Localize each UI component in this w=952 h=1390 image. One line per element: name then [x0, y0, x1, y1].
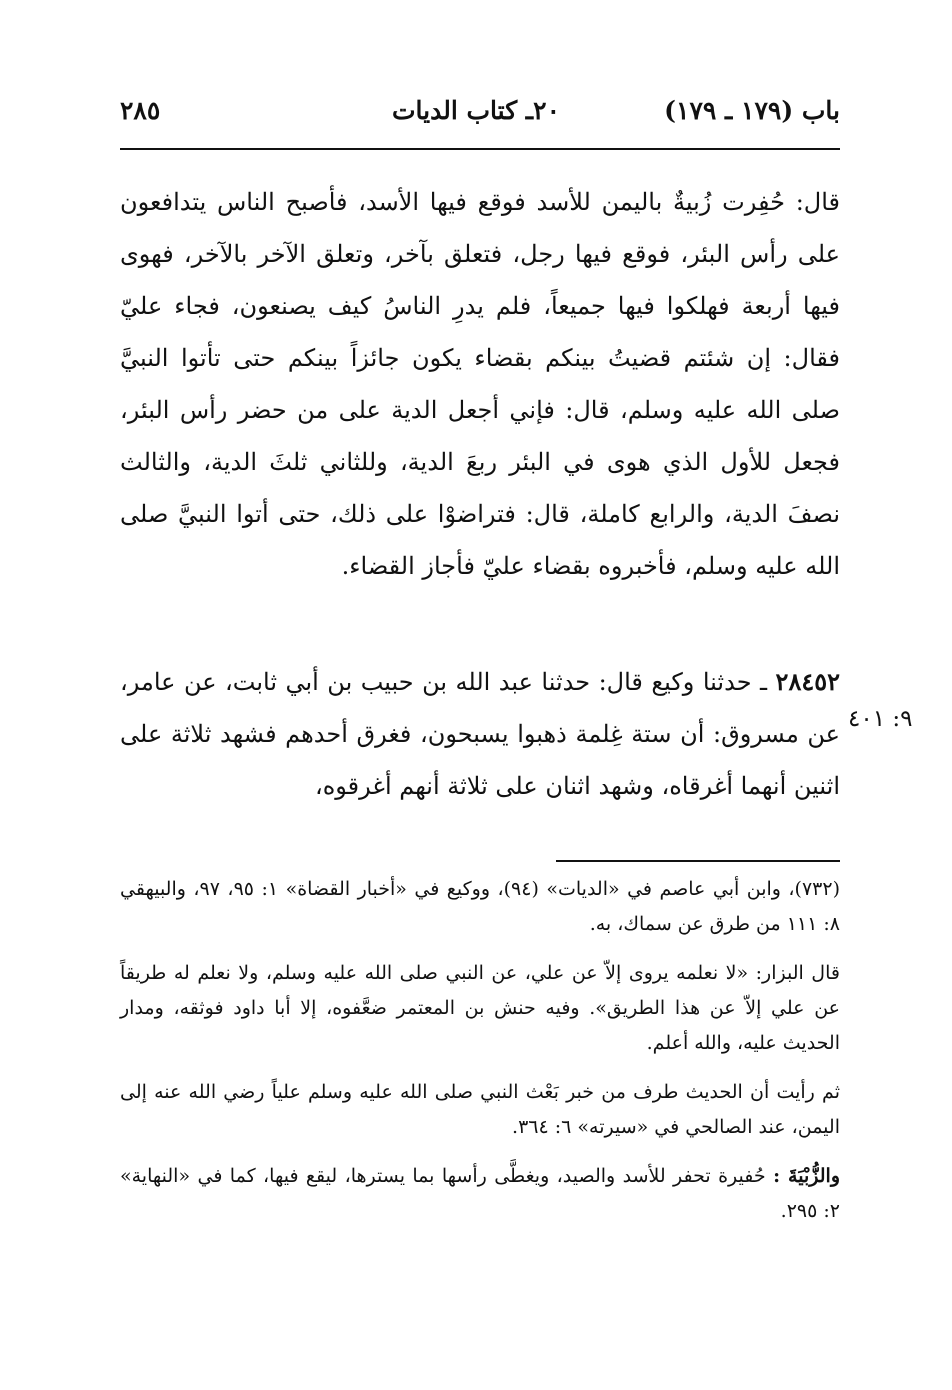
glossary-definition: حُفيرة تحفر للأسد والصيد، ويغطَّى رأسها بما يسترها، ليقع فيها، كما في «النهاية» ٢: ٢٩٥. — [120, 1165, 840, 1222]
running-header — [120, 92, 840, 136]
hadith-block — [120, 656, 840, 812]
page-number: ٢٨٥ — [120, 96, 161, 125]
glossary-term: والزُّبْيَةَ : — [773, 1165, 840, 1187]
footnote-4 — [120, 1159, 840, 1229]
footnote-1: (٧٣٢)، وابن أبي عاصم في «الديات» (٩٤)، ووكيع في «أخبار القضاة» ١: ٩٥، ٩٧، والبيهقي ٨: ١١١ من طرق عن سماك، به. — [120, 878, 841, 935]
main-text-block — [120, 176, 840, 592]
footnote-rule — [556, 860, 840, 862]
hadith-number: ٢٨٤٥٢ — [775, 667, 840, 696]
book-title: ٢٠ـ كتاب الديات — [392, 96, 560, 125]
hadith-text: ـ حدثنا وكيع قال: حدثنا عبد الله بن حبيب بن أبي ثابت، عن عامر، عن مسروق: أن ستة غِلمة ذهبوا يسبحون، فغرق أحدهم فشهد ثلاثة على اثنين أنهما أغرقاه، وشهد اثنان على ثلاثة أنهم أغرقوه، — [120, 668, 840, 800]
footnote-2: قال البزار: «لا نعلمه يروى إلاّ عن علي، عن النبي صلى الله عليه وسلم، ولا نعلم له طريقاً عن علي إلاّ عن هذا الطريق». وفيه حنش بن المعتمر ضعَّفوه، إلا أبا داود فوثقه، ومدار الحديث عليه، والله أعلم. — [120, 962, 840, 1054]
chapter-heading: باب (١٧٩ ـ ١٧٩) — [664, 96, 840, 125]
margin-reference: ٩: ٤٠١ — [848, 706, 913, 732]
footnote-3: ثم رأيت أن الحديث طرف من خبر بَعْث النبي صلى الله عليه وسلم علياً رضي الله عنه إلى اليمن، عند الصالحي في «سيرته» ٦: ٣٦٤. — [120, 1081, 840, 1138]
header-rule — [120, 148, 840, 150]
footnotes — [120, 872, 840, 1243]
hadith-paragraph — [120, 656, 840, 812]
narration-paragraph: قال: حُفِرت زُبيةٌ باليمن للأسد فوقع فيها الأسد، فأصبح الناس يتدافعون على رأس البئر، فوقع فيها رجل، فتعلق بآخر، وتعلق الآخر بالآخر، فهوى فيها أربعة فهلكوا فيها جميعاً، فلم يدرِ الناسُ كيف يصنعون، فجاء عليّ فقال: إن شئتم قضيتُ بينكم بقضاء يكون جائزاً بينكم حتى تأتوا النبيَّ صلى الله عليه وسلم، قال: فإني أجعل الدية على من حضر رأس البئر، فجعل للأول الذي هوى في البئر ربعَ الدية، وللثاني ثلثَ الدية، والثالث نصفَ الدية، والرابع كاملة، قال: فتراضوْا على ذلك، حتى أتوا النبيَّ صلى الله عليه وسلم، فأخبروه بقضاء عليّ فأجاز القضاء. — [120, 188, 840, 580]
